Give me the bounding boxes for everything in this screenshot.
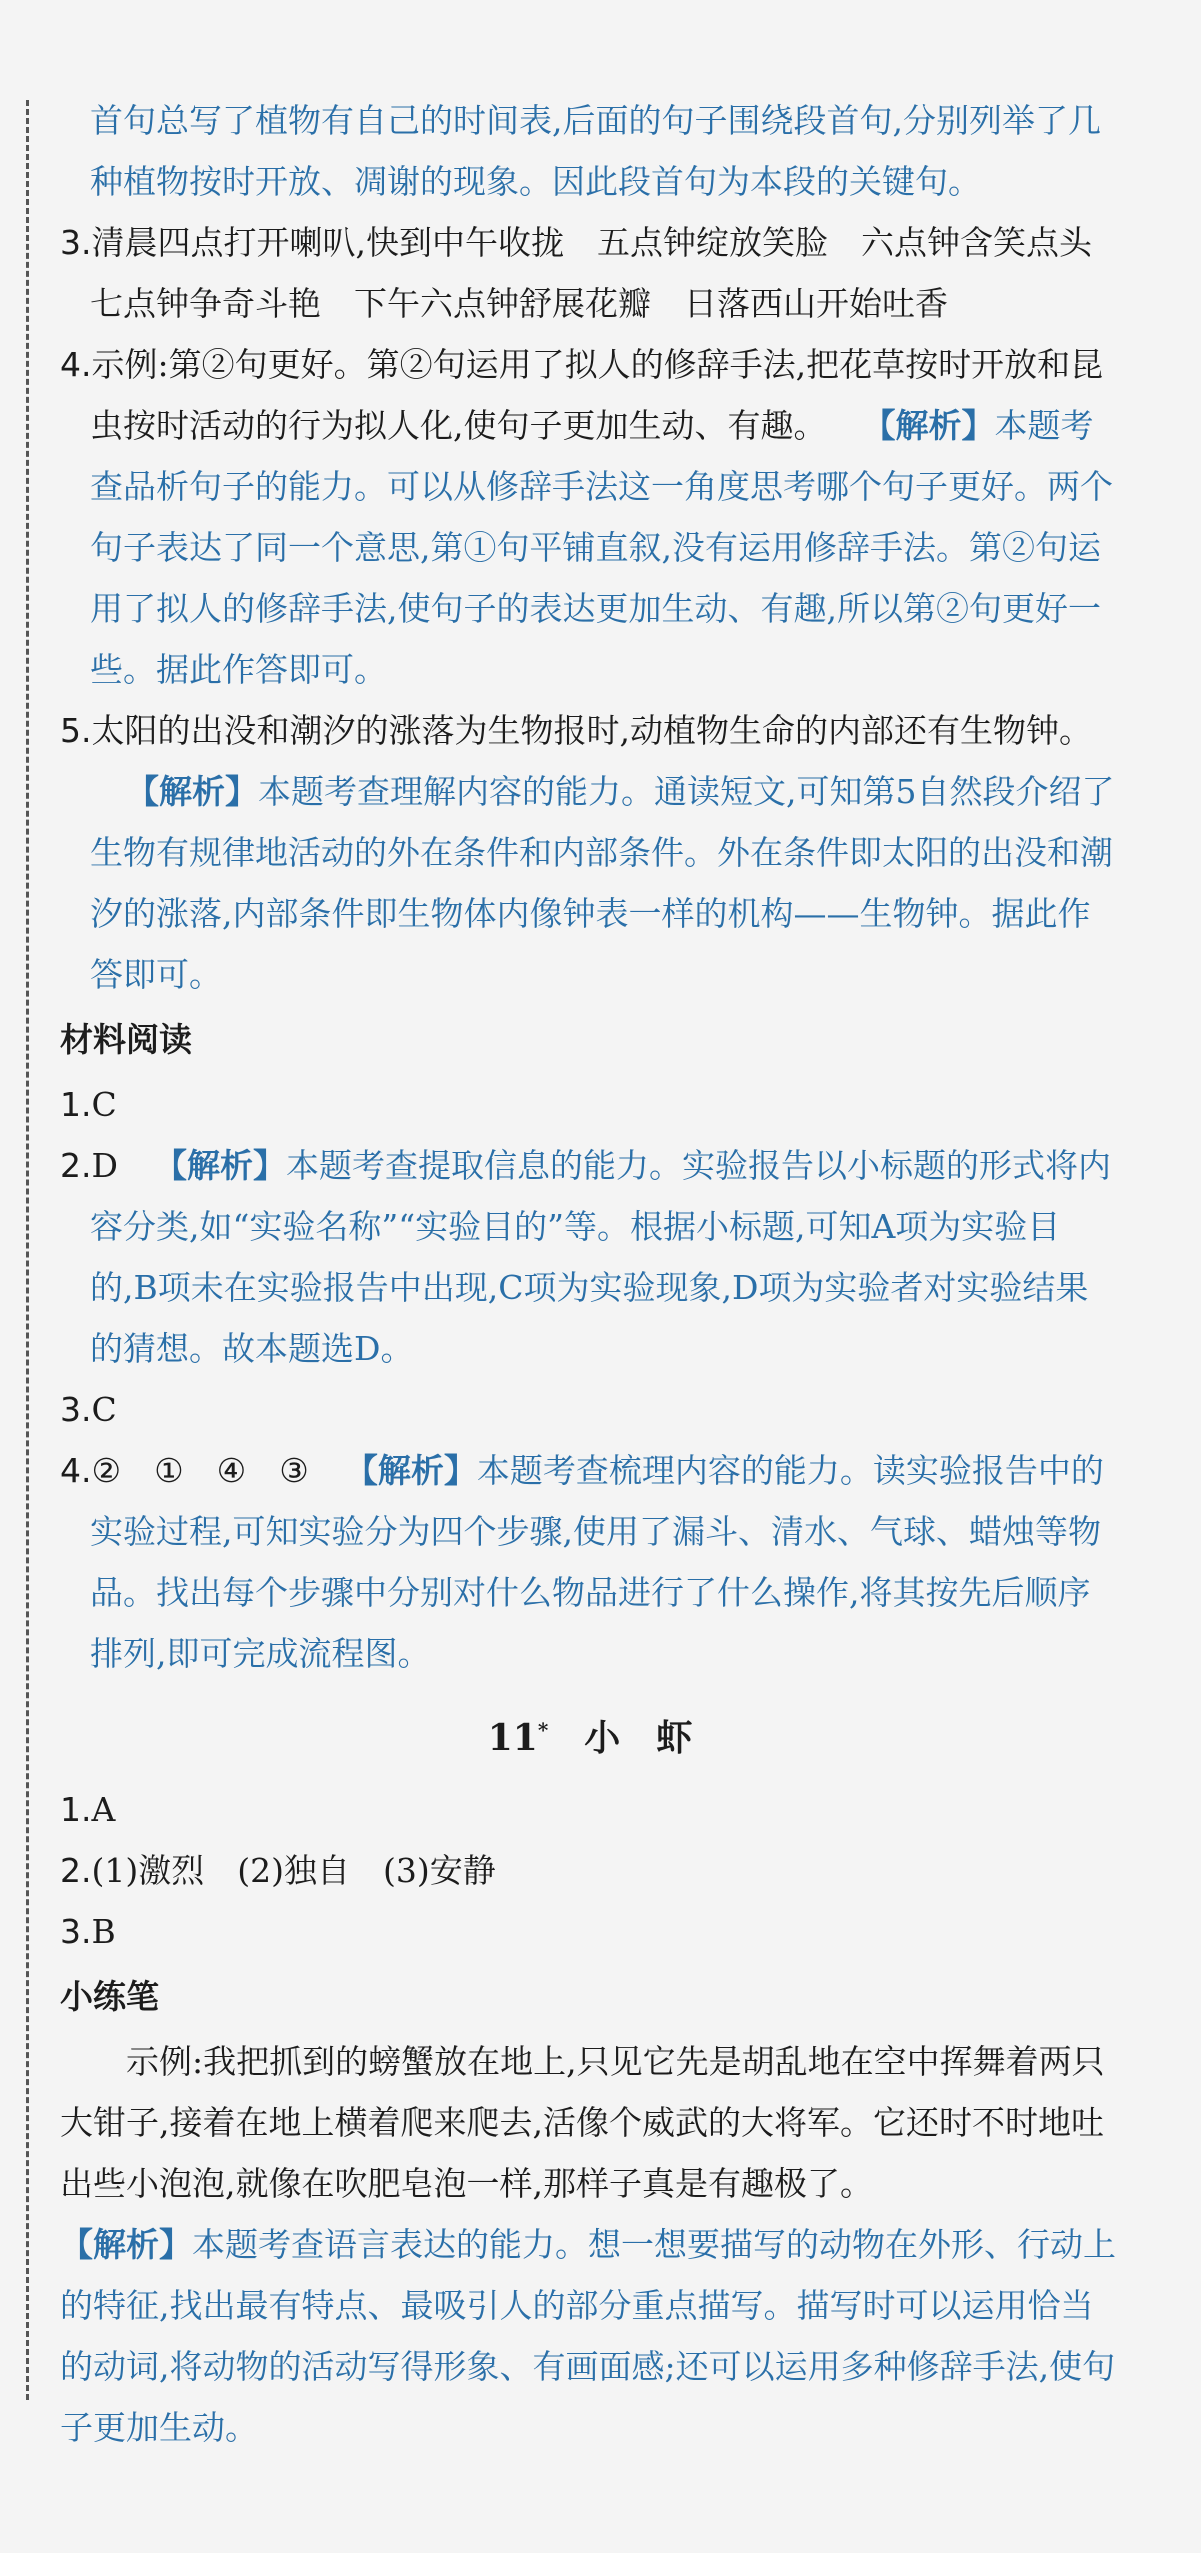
item-number: 1. [60,1085,92,1124]
item-number: 3. [60,223,92,262]
item-analysis: 本题考查理解内容的能力。通读短文,可知第5自然段介绍了生物有规律地活动的外在条件和内部条件。外在条件即太阳的出没和潮汐的涨落,内部条件即生物体内像钟表一样的机构——生物钟。据此作答即可。 [90,772,1115,994]
material-item-1 [60,1074,1120,1135]
section-heading-material: 材料阅读 [60,1020,192,1059]
answer-item-3 [60,212,1125,334]
practice-analysis [60,2214,1120,2458]
item-analysis: 本题考查提取信息的能力。实验报告以小标题的形式将内容分类,如“实验名称”“实验目的”等。根据小标题,可知A项为实验目的,B项未在实验报告中出现,C项为实验现象,D项为实验者对实验结果的猜想。故本题选D。 [90,1146,1111,1368]
lesson-item-2 [60,1840,1120,1901]
answer-item-5 [60,700,1120,1005]
item-number: 4. [60,1451,92,1490]
analysis-tag: 【解析】 [60,2225,192,2264]
material-item-4 [60,1440,1120,1684]
lesson-item-1 [60,1779,1120,1840]
binding-margin-line [26,100,29,2400]
item-number: 1. [60,1790,92,1829]
analysis-tag: 【解析】 [153,1146,286,1185]
analysis-tag: 【解析】 [344,1451,477,1490]
item-analysis: 本题考查品析句子的能力。可以从修辞手法这一角度思考哪个句子更好。两个句子表达了同一个意思,第①句平铺直叙,没有运用修辞手法。第②句运用了拟人的修辞手法,使句子的表达更加生动、有趣,所以第②句更好一些。据此作答即可。 [90,406,1113,689]
analysis-tag: 【解析】 [126,772,258,811]
section-heading-practice: 小练笔 [60,1977,159,2016]
lesson-mark: * [537,1718,549,1742]
lesson-item-3 [60,1901,1120,1962]
item-answer: B [91,1912,116,1951]
item-answer: 示例:第②句更好。第②句运用了拟人的修辞手法,把花草按时开放和昆虫按时活动的行为拟人化,使句子更加生动、有趣。 [90,345,1104,445]
item-answer: ② ① ④ ③ [91,1451,309,1490]
item-analysis: 本题考查梳理内容的能力。读实验报告中的实验过程,可知实验分为四个步骤,使用了漏斗、清水、气球、蜡烛等物品。找出每个步骤中分别对什么物品进行了什么操作,将其按先后顺序排列,即可完成流程图。 [90,1451,1104,1673]
lesson-title [60,1700,1120,1769]
item-analysis: 本题考查语言表达的能力。想一想要描写的动物在外形、行动上的特征,找出最有特点、最吸引人的部分重点描写。描写时可以运用恰当的动词,将动物的活动写得形象、有画面感;还可以运用多种修辞手法,使句子更加生动。 [60,2225,1116,2447]
material-item-3 [60,1379,1120,1440]
item-number: 3. [60,1912,92,1951]
item-number: 5. [60,711,92,750]
item-number: 2. [60,1146,92,1185]
item-number: 3. [60,1390,92,1429]
item-number: 4. [60,345,92,384]
lesson-number: 11 [487,1717,538,1759]
item-number: 2. [60,1851,92,1890]
answer-item-4 [60,334,1120,700]
practice-text: 示例:我把抓到的螃蟹放在地上,只见它先是胡乱地在空中挥舞着两只大钳子,接着在地上横着爬来爬去,活像个威武的大将军。它还时不时地吐出些小泡泡,就像在吹肥皂泡一样,那样子真是有趣极了。 [60,2042,1105,2203]
item-answer: 清晨四点打开喇叭,快到中午收拢 五点钟绽放笑脸 六点钟含笑点头 七点钟争奇斗艳 下午六点钟舒展花瓣 日落西山开始吐香 [90,223,1125,323]
lesson-name: 小 虾 [584,1717,693,1759]
intro-text: 首句总写了植物有自己的时间表,后面的句子围绕段首句,分别列举了几种植物按时开放、凋谢的现象。因此段首句为本段的关键句。 [90,101,1101,201]
item-answer: D [91,1146,118,1185]
item-answer: C [91,1085,117,1124]
item-answer: 太阳的出没和潮汐的涨落为生物报时,动植物生命的内部还有生物钟。 [91,711,1092,750]
answer-page [60,90,1125,2458]
item-answer: A [91,1790,116,1829]
analysis-tag: 【解析】 [862,406,995,445]
item-answer: C [91,1390,117,1429]
intro-analysis [60,90,1120,212]
item-answer: (1)激烈 (2)独自 (3)安静 [91,1851,496,1890]
material-item-2 [60,1135,1120,1379]
